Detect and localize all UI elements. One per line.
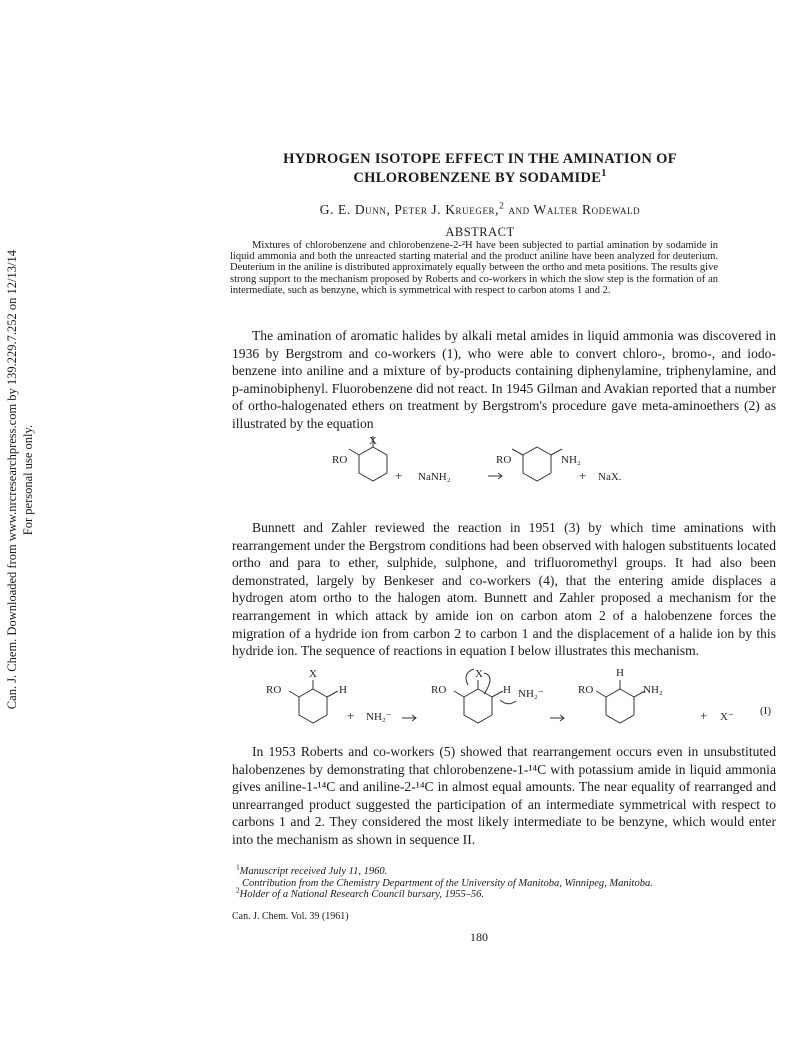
eq1-product: NaX. [598, 471, 622, 483]
eq2-x-2: X [475, 668, 483, 680]
eq2-plus-2: + [700, 708, 708, 723]
eq2-nh2-ion-1: NH₂⁻ [366, 711, 392, 723]
abstract-heading: ABSTRACT [445, 225, 515, 239]
footnotes [232, 862, 776, 901]
abstract-text: Mixtures of chlorobenzene and chlorobenzene-2-²H have been subjected to partial amination by sodamide in liquid ammonia and both the unreacted starting material and the product aniline have been analyzed for deuterium. Deuterium in the aniline is distributed approximately equally between the ortho and meta positions. The results give strong support to the mechanism proposed by Roberts and co-workers in which the slow step is the formation of an intermediate, such as benzyne, which is symmetrical with respect to carbon atoms 1 and 2. [230, 240, 718, 296]
body-paragraph-2: Bunnett and Zahler reviewed the reaction in 1951 (3) by which time aminations with rearrangement under the Bergstrom conditions had been observed with halogen substituents located ortho and para to ether, sulphide, sulphone, and trifluoromethyl groups. It had also been demonstrated, largely by Benkeser and co-workers (4), that the entering amide displaces a hydrogen atom ortho to the halogen atom. Bunnett and Zahler proposed a mechanism for the rearrangement in which attack by amide ion on carbon atom 2 of a halobenzene forces the migration of a hydride ion from carbon 2 to carbon 1 and the displacement of a halide ion by this hydride ion. The sequence of reactions in equation I below illustrates this mechanism. [232, 520, 776, 659]
eq2-ro-3: RO [578, 684, 594, 696]
eq2-ro-2: RO [431, 684, 447, 696]
footnote-2-text: Holder of a National Research Council bursary, 1955–56. [239, 889, 484, 900]
footnote-2-mark: 2 [236, 885, 240, 895]
journal-citation: Can. J. Chem. Vol. 39 (1961) [232, 911, 349, 922]
download-notice-line1: Can. J. Chem. Downloaded from www.nrcresearchpress.com by 139.229.7.252 on 12/13/14 [5, 250, 19, 710]
authors-tail: and Walter Rodewald [508, 202, 641, 217]
eq2-h-1: H [339, 684, 347, 696]
eq1-reagent: NaNH₂ [418, 471, 451, 483]
authors-main: G. E. Dunn, Peter J. Krueger, [319, 202, 500, 217]
curved-arrow-2 [484, 673, 490, 694]
footnote-1-text: Manuscript received July 11, 1960. [239, 866, 388, 877]
curved-arrow-3 [500, 700, 516, 704]
eq2-x-1: X [309, 668, 317, 680]
eq2-x-ion: X⁻ [720, 711, 734, 723]
eq2-h-2: H [503, 684, 511, 696]
eq1-ro-1: RO [332, 454, 348, 466]
eq1-x: X [369, 435, 377, 447]
eq2-nh2-ion-2: NH₂⁻ [518, 688, 544, 700]
title-line-2: CHLOROBENZENE BY SODAMIDE [353, 170, 602, 186]
footnote-1b-text: Contribution from the Chemistry Department of the University of Manitoba, Winnipeg, Manitoba. [242, 877, 653, 889]
title-footnote-mark: 1 [601, 168, 607, 180]
eq2-h-3: H [616, 667, 624, 679]
eq2-ro-1: RO [266, 684, 282, 696]
eq1-nh2: NH₂ [561, 454, 581, 466]
eq1-plus-1: + [395, 468, 403, 483]
download-notice-line2: For personal use only. [21, 424, 35, 535]
curved-arrow-1 [466, 669, 474, 685]
page-number: 180 [470, 930, 488, 944]
eq2-nh2: NH₂ [643, 684, 663, 696]
body-paragraph-3: In 1953 Roberts and co-workers (5) showed that rearrangement occurs even in unsubstituted halobenzenes by demonstrating that chlorobenzene-1-¹⁴C with potassium amide in liquid ammonia gives aniline-1-¹⁴C and aniline-2-¹⁴C in almost equal amounts. The near equality of rearranged and unrearranged product suggested the participation of an intermediate symmetrical with respect to carbons 1 and 2. They considered the most likely intermediate to be benzyne, which would enter into the mechanism as shown in sequence II. [232, 744, 776, 847]
eq2-plus-1: + [347, 708, 355, 723]
title-line-1: HYDROGEN ISOTOPE EFFECT IN THE AMINATION OF [283, 151, 677, 167]
author-footnote-mark: 2 [499, 201, 505, 212]
eq1-plus-2: + [579, 468, 587, 483]
equation-label: (I) [760, 705, 771, 717]
benzene-ring-5 [606, 689, 634, 723]
benzene-ring-4 [464, 689, 492, 723]
footnote-1-mark: 1 [236, 862, 240, 872]
eq1-ro-2: RO [496, 454, 512, 466]
benzene-ring-3 [299, 689, 327, 723]
body-paragraph-1: The amination of aromatic halides by alkali metal amides in liquid ammonia was discovered in 1936 by Bergstrom and co-workers (1), who were able to convert chloro-, bromo-, and iodo-benzene into aniline and a mixture of by-products containing diphenylamine, triphenylamine, and p-aminobiphenyl. Fluorobenzene did not react. In 1945 Gilman and Avakian reported that a number of ortho-halogenated ethers on treatment by Bergstrom's procedure gave meta-aminoethers (2) as illustrated by the equation [232, 328, 776, 431]
